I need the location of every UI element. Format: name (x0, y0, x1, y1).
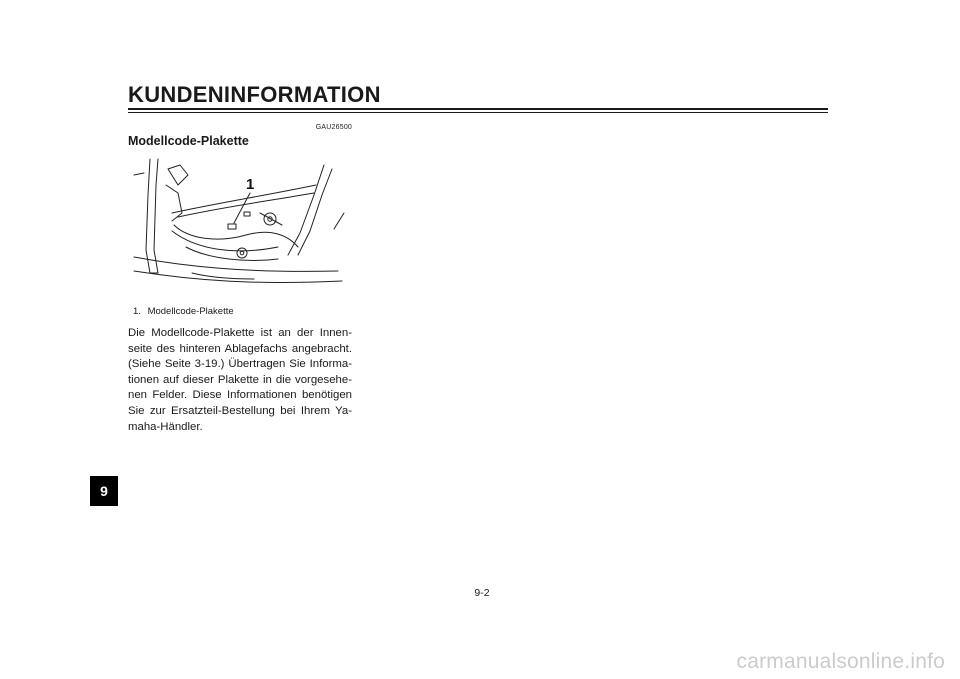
page-number: 9-2 (474, 587, 490, 599)
figure-caption (133, 306, 234, 318)
watermark: carmanualsonline.info (736, 650, 945, 673)
page-title: KUNDENINFORMATION (128, 82, 381, 107)
figure-callout-number: 1 (246, 176, 255, 193)
chapter-tab: 9 (90, 476, 118, 506)
storage-compartment-illustration (128, 155, 354, 295)
section-heading: Modellcode-Plakette (128, 134, 249, 148)
section-code: GAU26500 (315, 124, 352, 131)
title-rule-thick (128, 108, 828, 110)
title-rule-thin (128, 112, 828, 113)
body-paragraph: Die Modellcode-Plakette ist an der Innen-seite des hinteren Ablagefachs angebracht. (Siehe Seite 3-19.) Übertragen Sie Informa-tionen auf dieser Plakette in die vorgesehe-nen Felder. Diese Informationen benötigen Sie zur Ersatzteil-Bestellung bei Ihrem Ya-maha-Händler. (128, 327, 352, 433)
caption-text: Modellcode-Plakette (147, 306, 234, 317)
caption-number: 1. (133, 306, 141, 317)
